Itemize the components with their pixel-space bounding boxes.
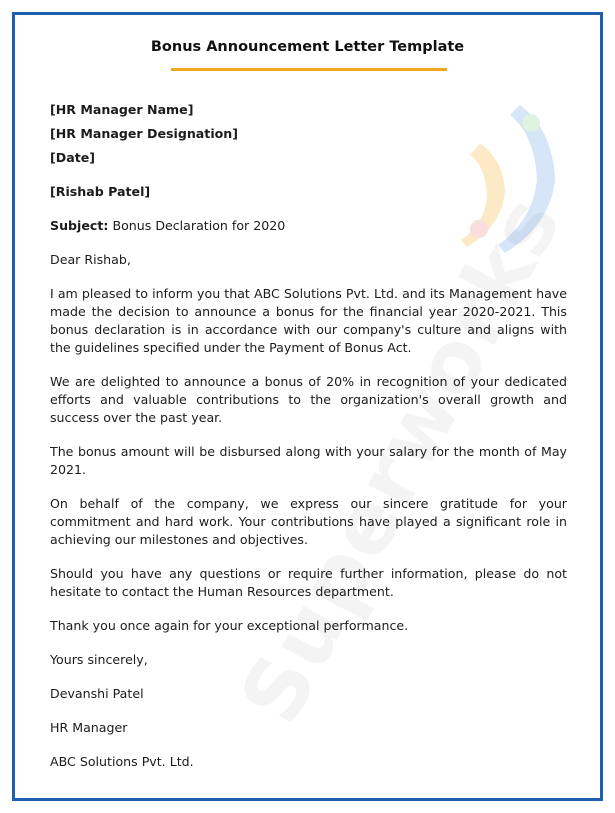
- subject-line: [50, 217, 567, 235]
- salutation: Dear Rishab,: [50, 252, 131, 267]
- subject-text: Bonus Declaration for 2020: [108, 218, 286, 233]
- title-underline: [171, 68, 447, 71]
- letter-body: [50, 101, 567, 771]
- page-title: Bonus Announcement Letter Template: [150, 39, 465, 55]
- letter-date: [Date]: [50, 150, 96, 165]
- paragraph-disbursement: The bonus amount will be disbursed along with your salary for the month of May 2021.: [50, 444, 567, 477]
- letter-frame: [12, 12, 603, 801]
- paragraph-bonus: We are delighted to announce a bonus of 20% in recognition of your dedicated efforts and valuable contributions to the organization's overall growth and success over the past year.: [50, 374, 567, 425]
- paragraph-gratitude: On behalf of the company, we express our sincere gratitude for your commitment and hard work. Your contributions have played a significant role in achieving our milestones and objectives.: [50, 496, 567, 547]
- subject-label: Subject:: [50, 218, 109, 233]
- sender-designation: [HR Manager Designation]: [50, 126, 239, 141]
- company-name: ABC Solutions Pvt. Ltd.: [50, 754, 194, 769]
- sender-name: [HR Manager Name]: [50, 102, 194, 117]
- closing: Yours sincerely,: [50, 652, 148, 667]
- paragraph-contact: Should you have any questions or require further information, please do not hesitate to contact the Human Resources department.: [50, 566, 567, 599]
- recipient-name: [Rishab Patel]: [50, 184, 151, 199]
- signer-name: Devanshi Patel: [50, 686, 144, 701]
- paragraph-intro: I am pleased to inform you that ABC Solutions Pvt. Ltd. and its Management have made the decision to announce a bonus for the financial year 2020-2021. This bonus declaration is in accordance with our company's culture and aligns with the guidelines specified under the Payment of Bonus Act.: [50, 286, 567, 355]
- paragraph-thanks: Thank you once again for your exceptional performance.: [50, 618, 409, 633]
- signer-title: HR Manager: [50, 720, 128, 735]
